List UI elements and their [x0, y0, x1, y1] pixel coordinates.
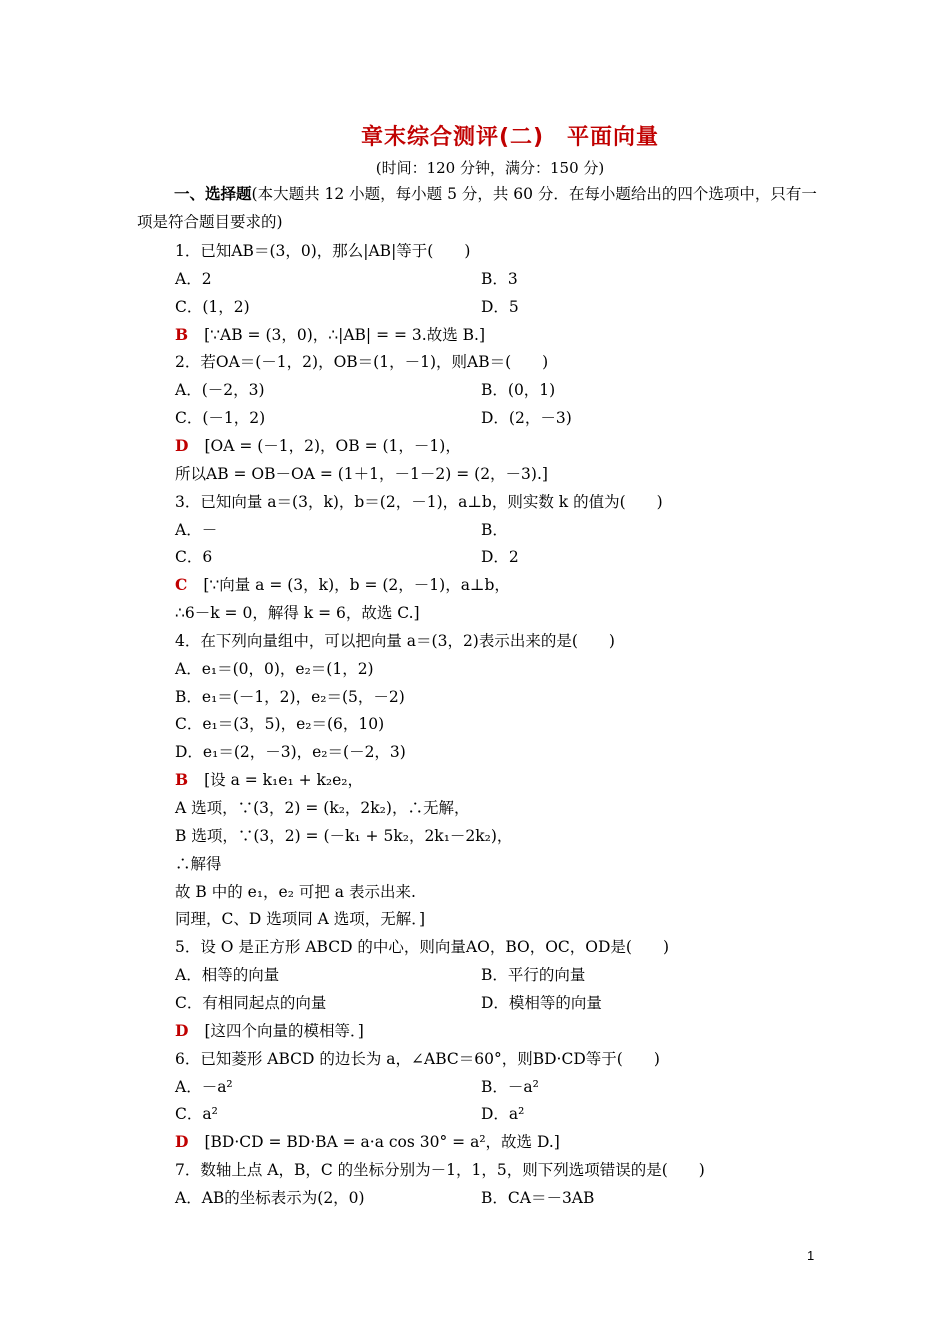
option-right: B．(0，1) — [481, 381, 556, 399]
text-line — [175, 1049, 660, 1069]
line-text: 7．数轴上点 A，B，C 的坐标分别为－1，1，5，则下列选项错误的是( ) — [175, 1161, 705, 1179]
option-left: C．(1，2) — [175, 298, 250, 316]
line-text: 4．在下列向量组中，可以把向量 a＝(3，2)表示出来的是( ) — [175, 632, 615, 650]
option-right: B．平行的向量 — [481, 966, 586, 984]
option-left: C．(－1，2) — [175, 409, 266, 427]
answer-key: B — [175, 770, 189, 789]
option-left: C．e₁＝(3，5)，e₂＝(6，10) — [175, 715, 385, 733]
line-text: 6．已知菱形 ABCD 的边长为 a，∠ABC＝60°，则BD·CD等于( ) — [175, 1050, 660, 1068]
line-text: A 选项，∵(3，2) = (k₂，2k₂)，∴无解， — [175, 799, 470, 817]
section-intro — [137, 180, 817, 236]
exam-info: (时间：120 分钟，满分：150 分) — [375, 159, 605, 177]
option-left: C．a² — [175, 1105, 218, 1123]
line-text: B 选项，∵(3，2) = (－k₁ + 5k₂，2k₁－2k₂)， — [175, 827, 513, 845]
line-text: 1．已知AB＝(3，0)，那么|AB|等于( ) — [175, 242, 471, 260]
answer-line — [175, 325, 485, 345]
text-line — [175, 909, 425, 929]
line-text: 5．设 O 是正方形 ABCD 的中心，则向量AO，BO，OC，OD是( ) — [175, 938, 670, 956]
line-text: 3．已知向量 a＝(3，k)，b＝(2，－1)，a⊥b，则实数 k 的值为( ) — [175, 493, 663, 511]
option-right: B．3 — [481, 270, 518, 288]
option-left: C．6 — [175, 548, 213, 566]
option-right: D．a² — [481, 1105, 525, 1123]
answer-key: C — [175, 575, 188, 594]
line-text: ∴6－k = 0，解得 k = 6，故选 C.] — [175, 604, 420, 622]
line-text: 2．若OA＝(－1，2)，OB＝(1，－1)，则AB＝( ) — [175, 353, 549, 371]
line-text: [这四个向量的模相等．] — [204, 1022, 364, 1040]
text-line — [175, 1160, 705, 1180]
answer-line — [175, 436, 461, 456]
answer-key: D — [175, 436, 189, 455]
line-text: [∵AB = (3，0)，∴|AB| = = 3.故选 B.] — [204, 326, 485, 344]
answer-line — [175, 575, 510, 595]
option-left: A．(－2，3) — [175, 381, 265, 399]
option-right: B．－a² — [481, 1078, 539, 1096]
text-line — [175, 241, 470, 261]
option-left: A．AB的坐标表示为(2，0) — [175, 1189, 365, 1207]
answer-line — [175, 1132, 560, 1152]
text-line — [175, 492, 663, 512]
answer-line — [175, 770, 363, 790]
answer-line — [175, 1021, 364, 1041]
line-text: [∵向量 a = (3，k)，b = (2，－1)，a⊥b， — [203, 576, 510, 594]
option-right: D．2 — [481, 548, 519, 566]
text-line — [175, 798, 469, 818]
option-left: C．有相同起点的向量 — [175, 994, 327, 1012]
option-right: B． — [481, 521, 508, 539]
line-text: 所以AB = OB－OA = (1＋1，－1－2) = (2，－3).] — [175, 465, 548, 483]
line-text: [BD·CD = BD·BA = a·a cos 30° = a²，故选 D.] — [204, 1133, 560, 1151]
option-right: D．(2，－3) — [481, 409, 572, 427]
line-text: 同理，C、D 选项同 A 选项，无解．] — [175, 910, 426, 928]
option-right: D．模相等的向量 — [481, 994, 602, 1012]
section-heading: 一、选择题 — [174, 184, 252, 203]
line-text: [设 a = k₁e₁ + k₂e₂， — [204, 771, 363, 789]
option-right: B．CA＝－3AB — [481, 1189, 595, 1207]
option-left: A．相等的向量 — [175, 966, 280, 984]
answer-key: D — [175, 1021, 189, 1040]
section-text: (本大题共 12 小题，每小题 5 分，共 60 分．在每小题给出的四个选项中，只有一项是符合题目要求的) — [137, 185, 817, 231]
page-title: 章末综合测评(二) 平面向量 — [360, 125, 660, 150]
line-text: ∴解得 — [175, 855, 222, 873]
answer-key: D — [175, 1132, 189, 1151]
option-left: A．－ — [175, 521, 218, 539]
text-line — [175, 352, 548, 372]
text-line — [175, 882, 416, 902]
line-text: 故 B 中的 e₁，e₂ 可把 a 表示出来. — [175, 883, 416, 901]
option-right: D．5 — [481, 298, 519, 316]
option-left: D．e₁＝(2，－3)，e₂＝(－2，3) — [175, 743, 406, 761]
text-line — [175, 464, 548, 484]
option-left: A．2 — [175, 270, 212, 288]
answer-key: B — [175, 325, 189, 344]
option-left: A．－a² — [175, 1078, 233, 1096]
text-line — [175, 631, 615, 651]
text-line — [175, 826, 512, 846]
option-left: A．e₁＝(0，0)，e₂＝(1，2) — [175, 660, 374, 678]
option-left: B．e₁＝(－1，2)，e₂＝(5，－2) — [175, 688, 405, 706]
text-line — [175, 854, 222, 874]
page-number: 1 — [807, 1248, 815, 1263]
text-line — [175, 937, 669, 957]
text-line — [175, 603, 420, 623]
line-text: [OA = (－1，2)，OB = (1，－1)， — [204, 437, 461, 455]
